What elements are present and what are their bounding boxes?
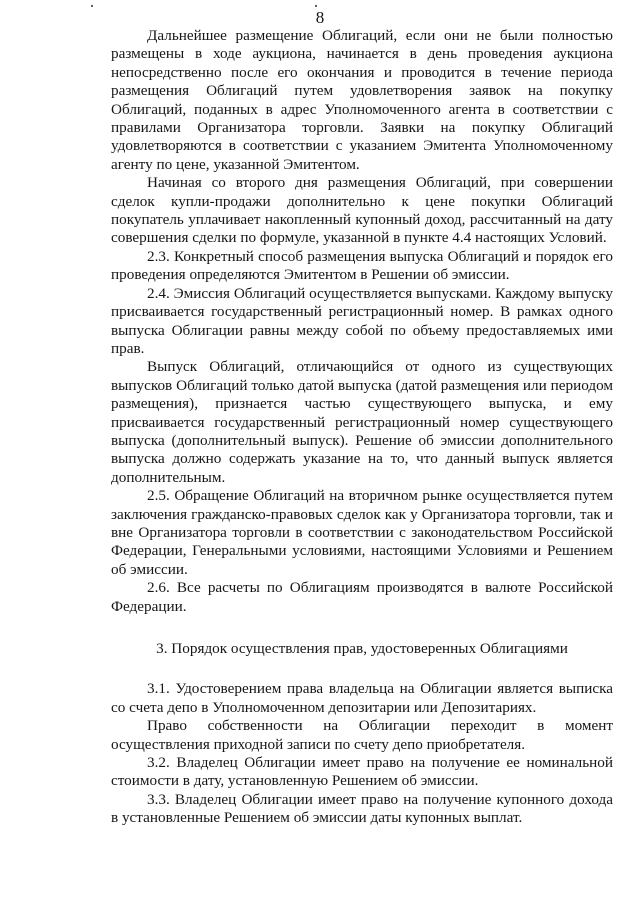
paragraph-3-2: 3.2. Владелец Облигации имеет право на получение ее номинальной стоимости в дату, установленную Решением об эмиссии. — [111, 754, 613, 790]
paragraph-2-5: 2.5. Обращение Облигаций на вторичном рынке осуществляется путем заключения гражданско-правовых сделок как у Организатора торговли, так и вне Организатора торговли в соответствии с законодательством Российской Федерации, Генеральными условиями, настоящими Условиями и Решением об эмиссии. — [111, 487, 613, 578]
scan-speck — [315, 5, 317, 7]
paragraph-2-6: 2.6. Все расчеты по Облигациям производятся в валюте Российской Федерации. — [111, 579, 613, 615]
scan-speck — [91, 5, 93, 7]
paragraph-2-4: 2.4. Эмиссия Облигаций осуществляется выпусками. Каждому выпуску присваивается государственный регистрационный номер. В рамках одного выпуска Облигации равны между собой по объему предоставляемых ими прав. — [111, 284, 613, 357]
paragraph-3-1: 3.1. Удостоверением права владельца на Облигации является выписка со счета депо в Уполномоченном депозитарии или Депозитариях. — [111, 680, 613, 716]
document-body — [111, 27, 613, 828]
paragraph-ownership-transfer: Право собственности на Облигации переходит в момент осуществления приходной записи по счету депо приобретателя. — [111, 717, 613, 753]
paragraph-accrued-coupon: Начиная со второго дня размещения Облигаций, при совершении сделок купли-продажи дополнительно к цене покупки Облигаций покупатель уплачивает накопленный купонный доход, рассчитанный на дату совершения сделки по формуле, указанной в пункте 4.4 настоящих Условий. — [111, 174, 613, 247]
page-number: 8 — [315, 8, 325, 27]
section-heading: 3. Порядок осуществления прав, удостоверенных Облигациями — [156, 640, 568, 657]
paragraph-placement-continuation: Дальнейшее размещение Облигаций, если они не были полностью размещены в ходе аукциона, начинается в день проведения аукциона непосредственно после его окончания и проводится в течение периода размещения Облигаций путем удовлетворения заявок на покупку Облигаций, поданных в адрес Уполномоченного агента в соответствии с правилами Организатора торговли. Заявки на покупку Облигаций удовлетворяются в соответствии с указанием Эмитента Уполномоченному агенту по цене, указанной Эмитентом. — [111, 27, 613, 173]
paragraph-2-3: 2.3. Конкретный способ размещения выпуска Облигаций и порядок его проведения определяются Эмитентом в Решении об эмиссии. — [111, 247, 613, 284]
paragraph-3-3: 3.3. Владелец Облигации имеет право на получение купонного дохода в установленные Решением об эмиссии даты купонных выплат. — [111, 790, 613, 827]
paragraph-additional-issue: Выпуск Облигаций, отличающийся от одного из существующих выпусков Облигаций только датой выпуска (датой размещения или периодом размещения), признается частью существующего выпуска, и ему присваивается государственный регистрационный номер существующего выпуска (дополнительный выпуск). Решение об эмиссии дополнительного выпуска должно содержать указание на то, что данный выпуск является дополнительным. — [111, 358, 613, 486]
